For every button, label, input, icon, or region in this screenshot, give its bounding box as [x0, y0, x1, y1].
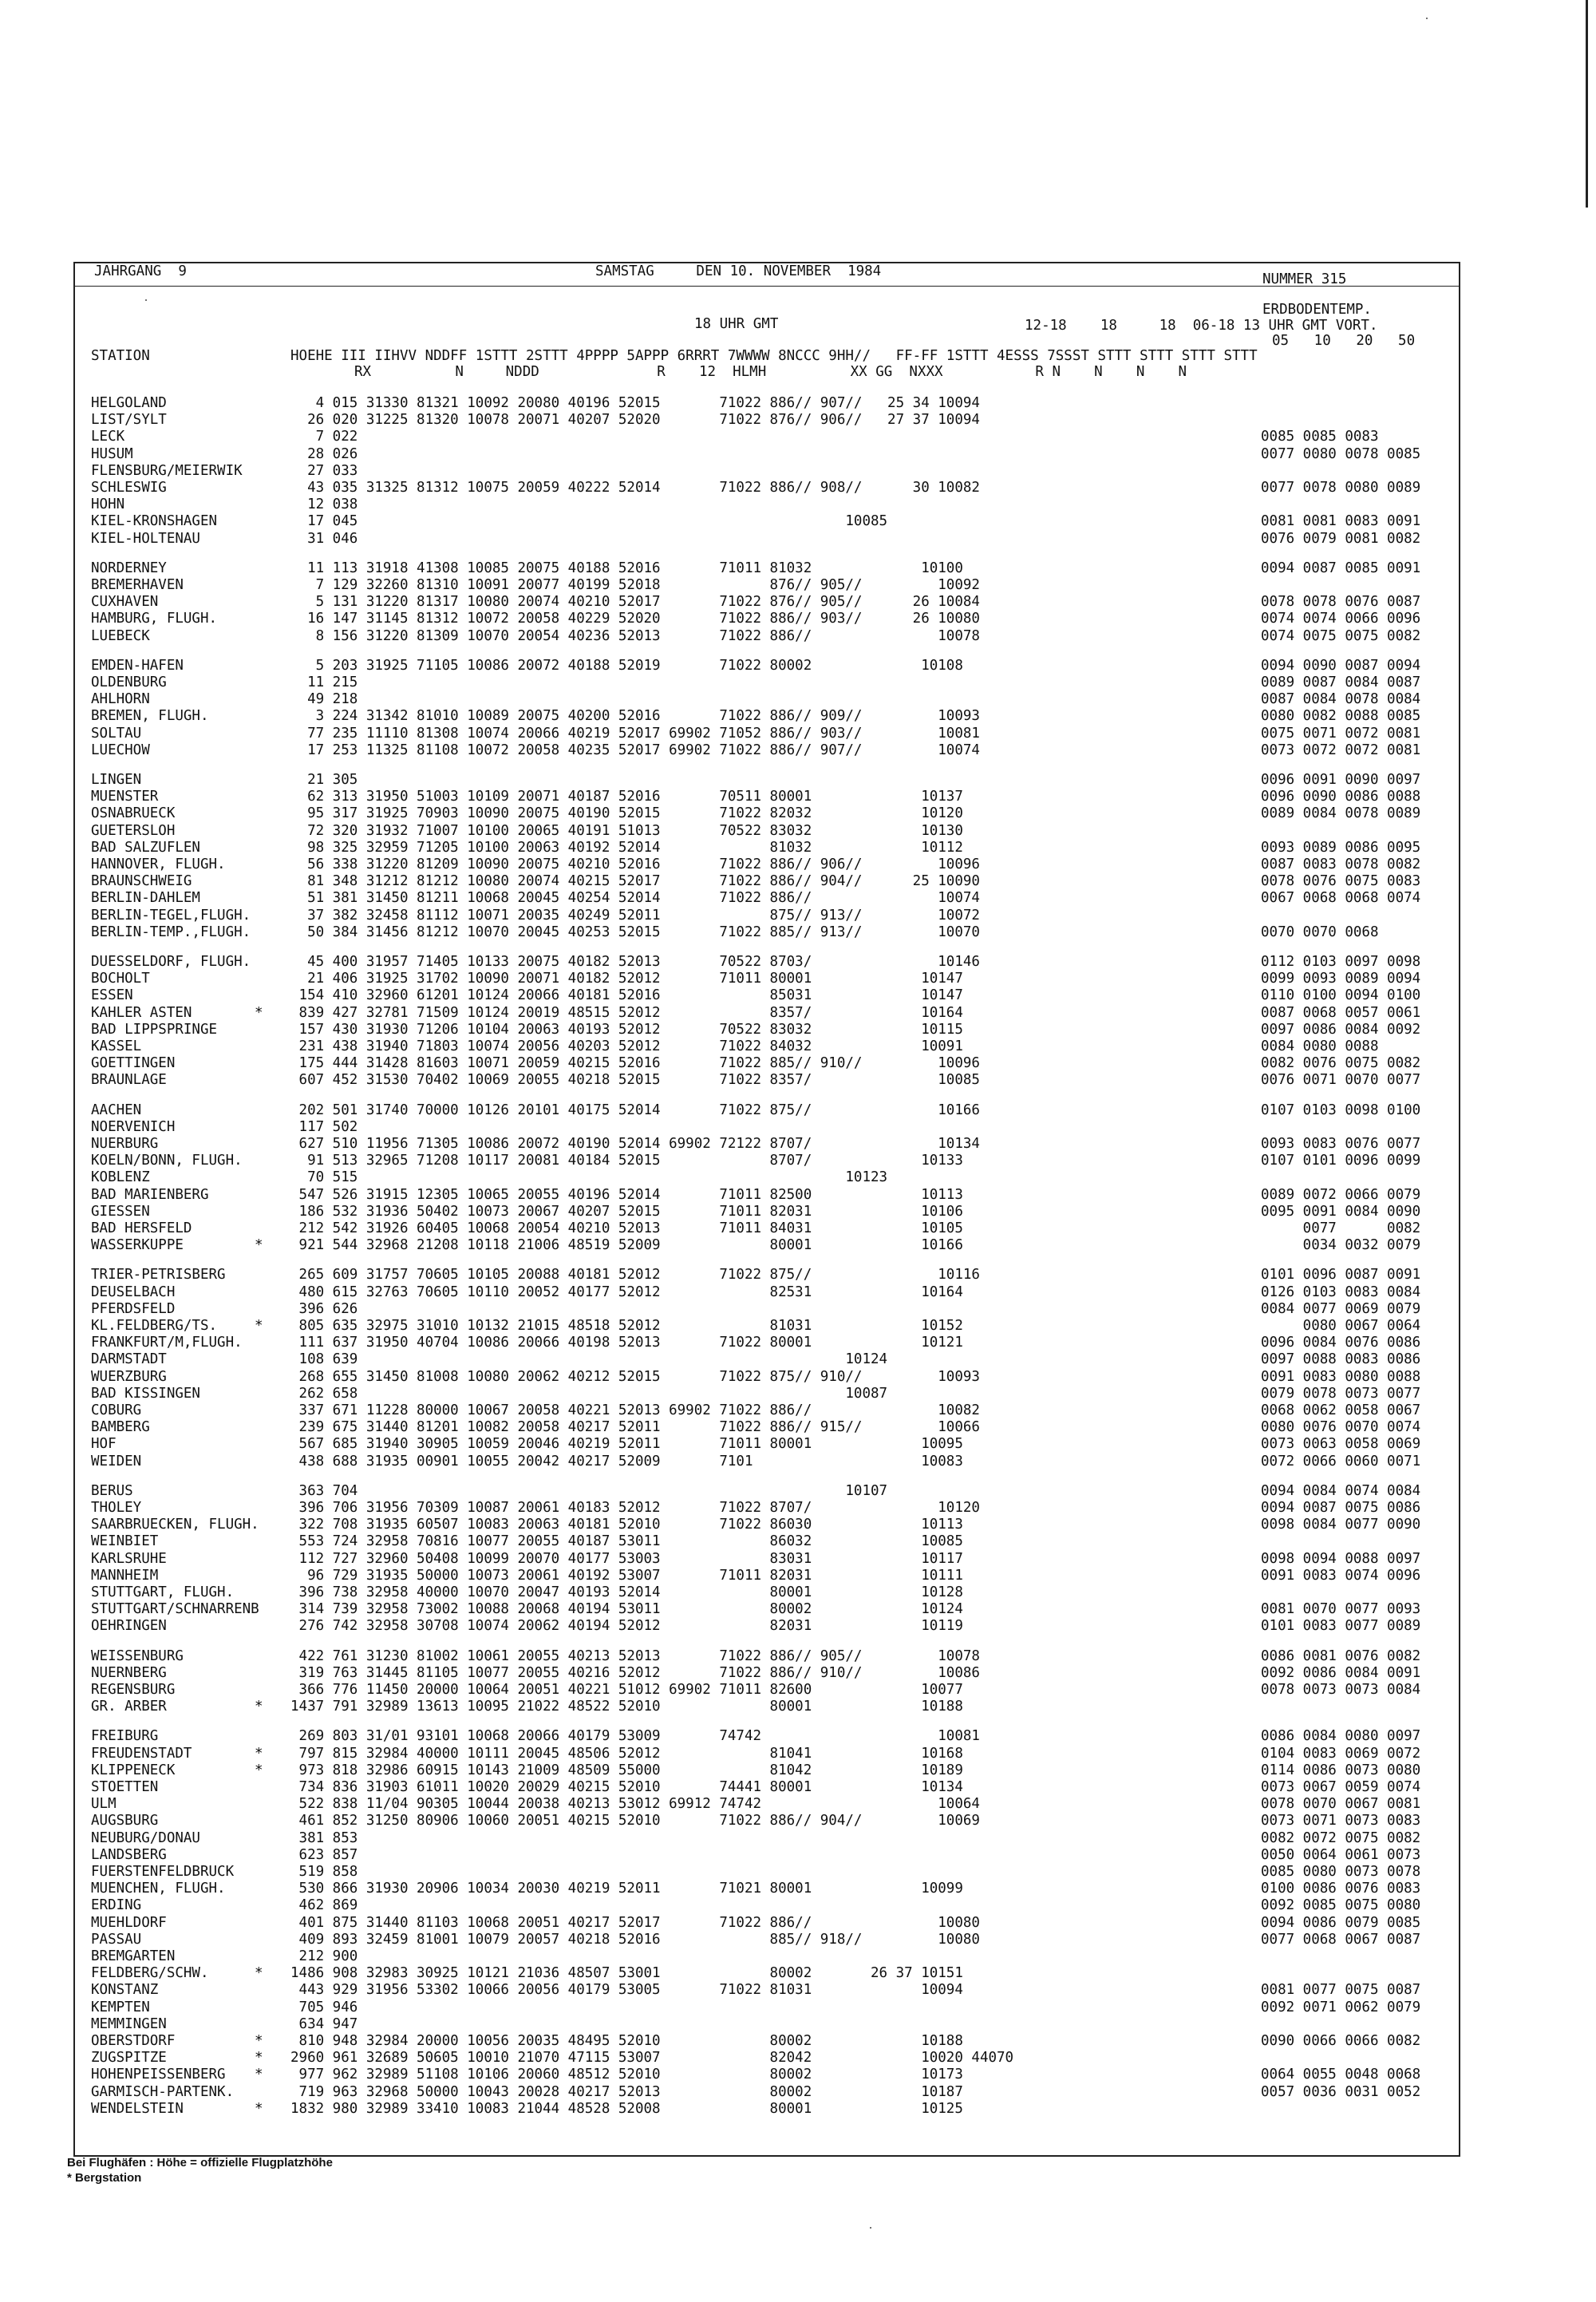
observation-codes: 51 381 31450 81211 10068 20045 40254 52014 71022 886// 10074 [290, 890, 980, 907]
footnote-airports: Bei Flughäfen : Höhe = offizielle Flugplatzhöhe [67, 2156, 333, 2169]
observation-codes: 98 325 32959 71205 10100 20063 40192 52014 81032 10112 [290, 839, 963, 856]
soil-temperatures: 0072 0066 0060 0071 [1261, 1453, 1421, 1469]
soil-temperatures: 0079 0078 0073 0077 [1261, 1385, 1421, 1402]
station-name: FRANKFURT/M,FLUGH. [91, 1335, 243, 1351]
observation-codes: 202 501 31740 70000 10126 20101 40175 52014 71022 875// 10166 [290, 1102, 980, 1118]
observation-codes: 276 742 32958 30708 10074 20062 40194 52012 82031 10119 [290, 1618, 963, 1635]
station-name: KOBLENZ [91, 1169, 150, 1186]
soil-temperatures: 0076 0079 0081 0082 [1261, 530, 1421, 547]
soil-temperatures: 0091 0083 0074 0096 [1261, 1567, 1421, 1584]
soil-temperatures: 0089 0087 0084 0087 [1261, 674, 1421, 690]
observation-codes: 31 046 [290, 530, 358, 547]
footnote-mountain-station: * Bergstation [67, 2171, 142, 2185]
station-column-label: STATION [91, 348, 150, 364]
period-labels: 12-18 18 18 06-18 13 UHR GMT VORT. [1025, 318, 1378, 334]
soil-temperatures: 0093 0083 0076 0077 [1261, 1136, 1421, 1152]
soil-temperatures: 0099 0093 0089 0094 [1261, 971, 1421, 987]
mountain-station-marker: * [255, 2067, 263, 2083]
observation-codes: 2960 961 32689 50605 10010 21070 47115 53007 82042 10020 44070 [290, 2050, 1014, 2067]
station-name: GR. ARBER [91, 1699, 167, 1715]
observation-codes: 634 947 [290, 2015, 358, 2032]
observation-codes: 5 131 31220 81317 10080 20074 40210 52017 71022 876// 905// 26 10084 [290, 594, 980, 611]
issue-number: NUMMER 315 [1262, 271, 1347, 287]
soil-temperatures: 0092 0085 0075 0080 [1261, 1897, 1421, 1914]
observation-codes: 45 400 31957 71405 10133 20075 40182 52013 70522 8703/ 10146 [290, 954, 980, 970]
observation-codes: 21 406 31925 31702 10090 20071 40182 52012 71011 80001 10147 [290, 971, 963, 987]
station-name: OLDENBURG [91, 674, 167, 690]
soil-temperatures: 0097 0088 0083 0086 [1261, 1351, 1421, 1368]
station-name: FELDBERG/SCHW. [91, 1965, 209, 1982]
header-rule [75, 286, 1459, 287]
soil-temperatures: 0078 0078 0076 0087 [1261, 594, 1421, 611]
observation-codes: 553 724 32958 70816 10077 20055 40187 53011 86032 10085 [290, 1533, 963, 1550]
observation-codes: 11 113 31918 41308 10085 20075 40188 52016 71011 81032 10100 [290, 560, 963, 576]
observation-codes: 108 639 10124 [290, 1351, 888, 1368]
soil-temperatures: 0087 0083 0078 0082 [1261, 856, 1421, 872]
observation-codes: 43 035 31325 81312 10075 20059 40222 52014 71022 886// 908// 30 10082 [290, 480, 980, 496]
observation-codes: 443 929 31956 53302 10066 20056 40179 53005 71022 81031 10094 [290, 1982, 963, 1999]
observation-codes: 719 963 32968 50000 10043 20028 40217 52013 80002 10187 [290, 2083, 963, 2100]
station-name: BERUS [91, 1482, 133, 1499]
station-name: BRAUNSCHWEIG [91, 873, 192, 890]
observation-codes: 49 218 [290, 691, 358, 708]
station-name: BRAUNLAGE [91, 1072, 167, 1089]
soil-temperatures: 0050 0064 0061 0073 [1261, 1846, 1421, 1863]
observation-codes: 734 836 31903 61011 10020 20029 40215 52010 74441 80001 10134 [290, 1779, 963, 1795]
soil-temperatures: 0078 0073 0073 0084 [1261, 1682, 1421, 1698]
soil-temperatures: 0084 0077 0069 0079 [1261, 1300, 1421, 1317]
station-name: STUTTGART/SCHNARRENB [91, 1601, 259, 1618]
observation-codes: 337 671 11228 80000 10067 20058 40221 52013 69902 71022 886// 10082 [290, 1402, 980, 1418]
station-name: SOLTAU [91, 725, 142, 742]
station-name: BAMBERG [91, 1419, 150, 1436]
station-name: THOLEY [91, 1500, 142, 1516]
station-name: ZUGSPITZE [91, 2050, 167, 2067]
station-name: HOHN [91, 496, 125, 513]
observation-codes: 91 513 32965 71208 10117 20081 40184 52015 8707/ 10133 [290, 1153, 963, 1169]
soil-temperatures: 0075 0071 0072 0081 [1261, 725, 1421, 742]
soil-temperatures: 0082 0076 0075 0082 [1261, 1055, 1421, 1072]
station-name: BERLIN-TEMP.,FLUGH. [91, 924, 251, 940]
soil-temperatures: 0073 0072 0072 0081 [1261, 742, 1421, 758]
station-name: MUENCHEN, FLUGH. [91, 1881, 226, 1897]
observation-codes: 607 452 31530 70402 10069 20055 40218 52015 71022 8357/ 10085 [290, 1072, 980, 1089]
station-name: ESSEN [91, 987, 133, 1004]
observation-codes: 381 853 [290, 1829, 358, 1846]
mountain-station-marker: * [255, 1318, 263, 1334]
station-name: WASSERKUPPE [91, 1237, 184, 1254]
station-name: FREUDENSTADT [91, 1745, 192, 1762]
station-name: KONSTANZ [91, 1982, 159, 1999]
station-name: GIESSEN [91, 1203, 150, 1220]
station-name: WENDELSTEIN [91, 2100, 184, 2117]
observation-codes: 8 156 31220 81309 10070 20054 40236 52013 71022 886// 10078 [290, 627, 980, 644]
station-name: WEINBIET [91, 1533, 159, 1550]
observation-codes: 1832 980 32989 33410 10083 21044 48528 52008 80001 10125 [290, 2100, 963, 2117]
station-name: SAARBRUECKEN, FLUGH. [91, 1517, 259, 1533]
station-name: LIST/SYLT [91, 412, 167, 429]
soil-temperatures: 0091 0083 0080 0088 [1261, 1368, 1421, 1385]
observation-codes: 112 727 32960 50408 10099 20070 40177 53003 83031 10117 [290, 1550, 963, 1567]
mountain-station-marker: * [255, 2033, 263, 2049]
observation-codes: 11 215 [290, 674, 358, 690]
observation-codes: 480 615 32763 70605 10110 20052 40177 52012 82531 10164 [290, 1284, 963, 1300]
station-name: HAMBURG, FLUGH. [91, 611, 218, 627]
station-name: BAD SALZUFLEN [91, 839, 200, 856]
scan-speck [1426, 18, 1428, 19]
soil-temperatures: 0096 0091 0090 0097 [1261, 772, 1421, 788]
station-name: KOELN/BONN, FLUGH. [91, 1153, 243, 1169]
column-headers: HOEHE III IIHVV NDDFF 1STTT 2STTT 4PPPP 5APPP 6RRRT 7WWWW 8NCCC 9HH// FF-FF 1STTT 4ESSS 7SSST STTT STTT STTT STTT [290, 348, 1258, 364]
observation-codes: 212 542 31926 60405 10068 20054 40210 52013 71011 84031 10105 [290, 1220, 963, 1236]
station-name: BREMEN, FLUGH. [91, 708, 209, 725]
station-name: NUERBURG [91, 1136, 159, 1152]
soil-temperatures: 0100 0086 0076 0083 [1261, 1881, 1421, 1897]
observation-codes: 519 858 [290, 1864, 358, 1880]
soil-temperatures: 0064 0055 0048 0068 [1261, 2067, 1421, 2083]
observation-codes: 3 224 31342 81010 10089 20075 40200 52016 71022 886// 909// 10093 [290, 708, 980, 725]
mountain-station-marker: * [255, 1762, 263, 1778]
soil-temperatures: 0076 0071 0070 0077 [1261, 1072, 1421, 1089]
station-name: KASSEL [91, 1038, 142, 1054]
observation-codes: 5 203 31925 71105 10086 20072 40188 52019 71022 80002 10108 [290, 657, 963, 674]
observation-codes: 154 410 32960 61201 10124 20066 40181 52016 85031 10147 [290, 987, 963, 1004]
station-name: CUXHAVEN [91, 594, 159, 611]
station-name: AACHEN [91, 1102, 142, 1118]
observation-codes: 70 515 10123 [290, 1169, 888, 1186]
station-name: SCHLESWIG [91, 480, 167, 496]
station-name: KL.FELDBERG/TS. [91, 1318, 218, 1334]
soil-temperatures: 0096 0084 0076 0086 [1261, 1335, 1421, 1351]
observation-codes: 62 313 31950 51003 10109 20071 40187 52016 70511 80001 10137 [290, 789, 963, 805]
station-name: BAD LIPPSPRINGE [91, 1021, 218, 1038]
soil-temperatures: 0080 0082 0088 0085 [1261, 708, 1421, 725]
soil-temperatures: 0087 0068 0057 0061 [1261, 1004, 1421, 1021]
soil-temperatures: 0068 0062 0058 0067 [1261, 1402, 1421, 1418]
station-name: NEUBURG/DONAU [91, 1829, 200, 1846]
soil-temperatures: 0073 0067 0059 0074 [1261, 1779, 1421, 1795]
observation-codes: 401 875 31440 81103 10068 20051 40217 52017 71022 886// 10080 [290, 1914, 980, 1931]
station-name: MANNHEIM [91, 1567, 159, 1584]
station-name: BREMGARTEN [91, 1948, 176, 1964]
soil-temperatures: 0089 0072 0066 0079 [1261, 1186, 1421, 1203]
station-name: WEISSENBURG [91, 1647, 184, 1664]
observation-codes: 81 348 31212 81212 10080 20074 40215 52017 71022 886// 904// 25 10090 [290, 873, 980, 890]
soil-temperatures: 0067 0068 0068 0074 [1261, 890, 1421, 907]
observation-codes: 422 761 31230 81002 10061 20055 40213 52013 71022 886// 905// 10078 [290, 1647, 980, 1664]
observation-codes: 111 637 31950 40704 10086 20066 40198 52013 71022 80001 10121 [290, 1335, 963, 1351]
scan-speck [870, 2227, 871, 2229]
soil-temperatures: 0107 0103 0098 0100 [1261, 1102, 1421, 1118]
soil-temperatures: 0095 0091 0084 0090 [1261, 1203, 1421, 1220]
station-name: GUETERSLOH [91, 822, 176, 839]
observation-codes: 17 253 11325 81108 10072 20058 40235 52017 69902 71022 886// 907// 10074 [290, 742, 980, 758]
observation-codes: 175 444 31428 81603 10071 20059 40215 52016 71022 885// 910// 10096 [290, 1055, 980, 1072]
soil-temperatures: 0073 0063 0058 0069 [1261, 1436, 1421, 1453]
observation-codes: 396 738 32958 40000 10070 20047 40193 52014 80001 10128 [290, 1584, 963, 1600]
soil-temperatures: 0114 0086 0073 0080 [1261, 1762, 1421, 1778]
soil-temperatures: 0073 0071 0073 0083 [1261, 1813, 1421, 1829]
station-name: NUERNBERG [91, 1664, 167, 1681]
station-name: BERLIN-DAHLEM [91, 890, 200, 907]
observation-codes: 7 129 32260 81310 10091 20077 40199 52018 876// 905// 10092 [290, 577, 980, 593]
station-name: HOF [91, 1436, 117, 1453]
soil-temperatures: 0101 0096 0087 0091 [1261, 1267, 1421, 1284]
station-name: MEMMINGEN [91, 2015, 167, 2032]
observation-codes: 265 609 31757 70605 10105 20088 40181 52012 71022 875// 10116 [290, 1267, 980, 1284]
mountain-station-marker: * [255, 2100, 263, 2117]
station-name: KEMPTEN [91, 1999, 150, 2015]
soil-temperatures: 0097 0086 0084 0092 [1261, 1021, 1421, 1038]
soil-temperatures: 0126 0103 0083 0084 [1261, 1284, 1421, 1300]
soil-temperatures: 0096 0090 0086 0088 [1261, 789, 1421, 805]
station-name: EMDEN-HAFEN [91, 657, 184, 674]
soil-temperatures: 0074 0074 0066 0096 [1261, 611, 1421, 627]
page-edge-line [1586, 0, 1588, 208]
soil-temperatures: 0081 0070 0077 0093 [1261, 1601, 1421, 1618]
soil-temperatures: 0094 0090 0087 0094 [1261, 657, 1421, 674]
station-name: GOETTINGEN [91, 1055, 176, 1072]
station-name: DEUSELBACH [91, 1284, 176, 1300]
station-name: NOERVENICH [91, 1118, 176, 1135]
station-name: PASSAU [91, 1931, 142, 1948]
station-name: LUEBECK [91, 627, 150, 644]
soil-temperatures: 0077 0068 0067 0087 [1261, 1931, 1421, 1948]
mountain-station-marker: * [255, 1745, 263, 1762]
soil-depth-labels: 05 10 20 50 [1272, 333, 1416, 349]
observation-codes: 805 635 32975 31010 10132 21015 48518 52012 81031 10152 [290, 1318, 963, 1334]
observation-codes: 322 708 31935 60507 10083 20063 40181 52010 71022 86030 10113 [290, 1517, 963, 1533]
station-name: DARMSTADT [91, 1351, 167, 1368]
station-name: ULM [91, 1796, 117, 1813]
station-name: FUERSTENFELDBRUCK [91, 1864, 235, 1880]
mountain-station-marker: * [255, 2050, 263, 2067]
station-name: ERDING [91, 1897, 142, 1914]
observation-codes: 623 857 [290, 1846, 358, 1863]
observation-codes: 4 015 31330 81321 10092 20080 40196 52015 71022 886// 907// 25 34 10094 [290, 395, 980, 411]
station-name: LUECHOW [91, 742, 150, 758]
soil-temperatures: 0082 0072 0075 0082 [1261, 1829, 1421, 1846]
soil-temperatures: 0078 0076 0075 0083 [1261, 873, 1421, 890]
observation-codes: 366 776 11450 20000 10064 20051 40221 51012 69902 71011 82600 10077 [290, 1682, 963, 1698]
column-subheaders: RX N NDDD R 12 HLMH XX GG NXXX R N N N N [354, 364, 1187, 380]
soil-temperatures: 0080 0067 0064 [1261, 1318, 1421, 1334]
soil-temperatures: 0078 0070 0067 0081 [1261, 1796, 1421, 1813]
station-name: NORDERNEY [91, 560, 167, 576]
soil-temperatures: 0104 0083 0069 0072 [1261, 1745, 1421, 1762]
observation-codes: 438 688 31935 00901 10055 20042 40217 52009 7101 10083 [290, 1453, 963, 1469]
observation-codes: 797 815 32984 40000 10111 20045 48506 52012 81041 10168 [290, 1745, 963, 1762]
mountain-station-marker: * [255, 1237, 263, 1254]
soil-temperatures: 0089 0084 0078 0089 [1261, 805, 1421, 822]
station-name: OSNABRUECK [91, 805, 176, 822]
soil-temperatures: 0084 0080 0088 [1261, 1038, 1379, 1054]
soil-temperatures: 0057 0036 0031 0052 [1261, 2083, 1421, 2100]
observation-codes: 50 384 31456 81212 10070 20045 40253 52015 71022 885// 913// 10070 [290, 924, 980, 940]
station-name: WUERZBURG [91, 1368, 167, 1385]
station-name: FLENSBURG/MEIERWIK [91, 462, 243, 479]
weather-report-table [73, 262, 1460, 2157]
station-name: COBURG [91, 1402, 142, 1418]
soil-temperatures: 0070 0070 0068 [1261, 924, 1379, 940]
station-name: HELGOLAND [91, 395, 167, 411]
observation-codes: 27 033 [290, 462, 358, 479]
soil-temp-label: ERDBODENTEMP. [1262, 302, 1372, 318]
observation-codes: 72 320 31932 71007 10100 20065 40191 51013 70522 83032 10130 [290, 822, 963, 839]
station-name: STOETTEN [91, 1779, 159, 1795]
soil-temperatures: 0081 0081 0083 0091 [1261, 513, 1421, 530]
station-name: HANNOVER, FLUGH. [91, 856, 226, 872]
observation-codes: 37 382 32458 81112 10071 20035 40249 52011 875// 913// 10072 [290, 907, 980, 924]
soil-temperatures: 0094 0087 0075 0086 [1261, 1500, 1421, 1516]
station-name: AUGSBURG [91, 1813, 159, 1829]
observation-codes: 461 852 31250 80906 10060 20051 40215 52010 71022 886// 904// 10069 [290, 1813, 980, 1829]
station-name: HUSUM [91, 445, 133, 462]
soil-temperatures: 0092 0086 0084 0091 [1261, 1664, 1421, 1681]
station-name: GARMISCH-PARTENK. [91, 2083, 235, 2100]
observation-codes: 95 317 31925 70903 10090 20075 40190 52015 71022 82032 10120 [290, 805, 963, 822]
station-name: BAD KISSINGEN [91, 1385, 200, 1402]
station-name: BAD HERSFELD [91, 1220, 192, 1236]
observation-codes: 21 305 [290, 772, 358, 788]
station-name: KIEL-KRONSHAGEN [91, 513, 218, 530]
observation-codes: 56 338 31220 81209 10090 20075 40210 52016 71022 886// 906// 10096 [290, 856, 980, 872]
station-name: LINGEN [91, 772, 142, 788]
station-name: KLIPPENECK [91, 1762, 176, 1778]
station-name: BREMERHAVEN [91, 577, 184, 593]
station-name: HOHENPEISSENBERG [91, 2067, 226, 2083]
observation-codes: 973 818 32986 60915 10143 21009 48509 55000 81042 10189 [290, 1762, 963, 1778]
soil-temperatures: 0110 0100 0094 0100 [1261, 987, 1421, 1004]
soil-temperatures: 0074 0075 0075 0082 [1261, 627, 1421, 644]
observation-codes: 212 900 [290, 1948, 358, 1964]
mountain-station-marker: * [255, 1699, 263, 1715]
observation-codes: 363 704 10107 [290, 1482, 888, 1499]
soil-temperatures: 0077 0082 [1261, 1220, 1421, 1236]
station-name: FREIBURG [91, 1728, 159, 1745]
station-name: MUENSTER [91, 789, 159, 805]
report-date: SAMSTAG DEN 10. NOVEMBER 1984 [595, 263, 882, 279]
soil-temperatures: 0077 0078 0080 0089 [1261, 480, 1421, 496]
observation-codes: 567 685 31940 30905 10059 20046 40219 52011 71011 80001 10095 [290, 1436, 963, 1453]
station-name: KARLSRUHE [91, 1550, 167, 1567]
station-name: LECK [91, 429, 125, 445]
soil-temperatures: 0094 0084 0074 0084 [1261, 1482, 1421, 1499]
soil-temperatures: 0087 0084 0078 0084 [1261, 691, 1421, 708]
mountain-station-marker: * [255, 1004, 263, 1021]
observation-codes: 319 763 31445 81105 10077 20055 40216 52012 71022 886// 910// 10086 [290, 1664, 980, 1681]
observation-codes: 627 510 11956 71305 10086 20072 40190 52014 69902 72122 8707/ 10134 [290, 1136, 980, 1152]
observation-codes: 26 020 31225 81320 10078 20071 40207 52020 71022 876// 906// 27 37 10094 [290, 412, 980, 429]
soil-temperatures: 0094 0087 0085 0091 [1261, 560, 1421, 576]
observation-codes: 231 438 31940 71803 10074 20056 40203 52012 71022 84032 10091 [290, 1038, 963, 1054]
observation-codes: 28 026 [290, 445, 358, 462]
station-name: STUTTGART, FLUGH. [91, 1584, 235, 1600]
soil-temperatures: 0081 0077 0075 0087 [1261, 1982, 1421, 1999]
observation-codes: 977 962 32989 51108 10106 20060 48512 52010 80002 10173 [290, 2067, 963, 2083]
observation-codes: 16 147 31145 81312 10072 20058 40229 52020 71022 886// 903// 26 10080 [290, 611, 980, 627]
observation-codes: 409 893 32459 81001 10079 20057 40218 52016 885// 918// 10080 [290, 1931, 980, 1948]
station-name: AHLHORN [91, 691, 150, 708]
jahrgang-label: JAHRGANG 9 [94, 263, 187, 279]
soil-temperatures: 0093 0089 0086 0095 [1261, 839, 1421, 856]
station-name: OEHRINGEN [91, 1618, 167, 1635]
soil-temperatures: 0034 0032 0079 [1261, 1237, 1421, 1254]
time-18-utc-label: 18 UHR GMT [694, 316, 779, 332]
soil-temperatures: 0077 0080 0078 0085 [1261, 445, 1421, 462]
observation-codes: 705 946 [290, 1999, 358, 2015]
soil-temperatures: 0092 0071 0062 0079 [1261, 1999, 1421, 2015]
observation-codes: 269 803 31/01 93101 10068 20066 40179 53009 74742 10081 [290, 1728, 980, 1745]
observation-codes: 239 675 31440 81201 10082 20058 40217 52011 71022 886// 915// 10066 [290, 1419, 980, 1436]
observation-codes: 522 838 11/04 90305 10044 20038 40213 53012 69912 74742 10064 [290, 1796, 980, 1813]
station-name: REGENSBURG [91, 1682, 176, 1698]
soil-temperatures: 0085 0080 0073 0078 [1261, 1864, 1421, 1880]
observation-codes: 268 655 31450 81008 10080 20062 40212 52015 71022 875// 910// 10093 [290, 1368, 980, 1385]
observation-codes: 262 658 10087 [290, 1385, 888, 1402]
soil-temperatures: 0080 0076 0070 0074 [1261, 1419, 1421, 1436]
observation-codes: 396 706 31956 70309 10087 20061 40183 52012 71022 8707/ 10120 [290, 1500, 980, 1516]
observation-codes: 96 729 31935 50000 10073 20061 40192 53007 71011 82031 10111 [290, 1567, 963, 1584]
observation-codes: 12 038 [290, 496, 358, 513]
observation-codes: 17 045 10085 [290, 513, 888, 530]
soil-temperatures: 0086 0081 0076 0082 [1261, 1647, 1421, 1664]
observation-codes: 157 430 31930 71206 10104 20063 40193 52012 70522 83032 10115 [290, 1021, 963, 1038]
soil-temperatures: 0090 0066 0066 0082 [1261, 2033, 1421, 2049]
observation-codes: 839 427 32781 71509 10124 20019 48515 52012 8357/ 10164 [290, 1004, 963, 1021]
soil-temperatures: 0101 0083 0077 0089 [1261, 1618, 1421, 1635]
station-name: KIEL-HOLTENAU [91, 530, 200, 547]
observation-codes: 396 626 [290, 1300, 358, 1317]
observation-codes: 117 502 [290, 1118, 358, 1135]
station-name: PFERDSFELD [91, 1300, 176, 1317]
mountain-station-marker: * [255, 1965, 263, 1982]
station-name: BERLIN-TEGEL,FLUGH. [91, 907, 251, 924]
observation-codes: 7 022 [290, 429, 358, 445]
observation-codes: 1486 908 32983 30925 10121 21036 48507 53001 80002 26 37 10151 [290, 1965, 963, 1982]
station-name: MUEHLDORF [91, 1914, 167, 1931]
station-name: OBERSTDORF [91, 2033, 176, 2049]
observation-codes: 186 532 31936 50402 10073 20067 40207 52015 71011 82031 10106 [290, 1203, 963, 1220]
station-name: DUESSELDORF, FLUGH. [91, 954, 251, 970]
observation-codes: 1437 791 32989 13613 10095 21022 48522 52010 80001 10188 [290, 1699, 963, 1715]
soil-temperatures: 0112 0103 0097 0098 [1261, 954, 1421, 970]
soil-temperatures: 0085 0085 0083 [1261, 429, 1379, 445]
observation-codes: 462 869 [290, 1897, 358, 1914]
soil-temperatures: 0098 0094 0088 0097 [1261, 1550, 1421, 1567]
soil-temperatures: 0086 0084 0080 0097 [1261, 1728, 1421, 1745]
soil-temperatures: 0098 0084 0077 0090 [1261, 1517, 1421, 1533]
observation-codes: 547 526 31915 12305 10065 20055 40196 52014 71011 82500 10113 [290, 1186, 963, 1203]
station-name: LANDSBERG [91, 1846, 167, 1863]
observation-codes: 810 948 32984 20000 10056 20035 48495 52010 80002 10188 [290, 2033, 963, 2049]
observation-codes: 77 235 11110 81308 10074 20066 40219 52017 69902 71052 886// 903// 10081 [290, 725, 980, 742]
station-name: KAHLER ASTEN [91, 1004, 192, 1021]
station-name: WEIDEN [91, 1453, 142, 1469]
soil-temperatures: 0094 0086 0079 0085 [1261, 1914, 1421, 1931]
station-name: TRIER-PETRISBERG [91, 1267, 226, 1284]
station-name: BOCHOLT [91, 971, 150, 987]
station-name: BAD MARIENBERG [91, 1186, 209, 1203]
observation-codes: 530 866 31930 20906 10034 20030 40219 52011 71021 80001 10099 [290, 1881, 963, 1897]
observation-codes: 314 739 32958 73002 10088 20068 40194 53011 80002 10124 [290, 1601, 963, 1618]
observation-codes: 921 544 32968 21208 10118 21006 48519 52009 80001 10166 [290, 1237, 963, 1254]
soil-temperatures: 0107 0101 0096 0099 [1261, 1153, 1421, 1169]
